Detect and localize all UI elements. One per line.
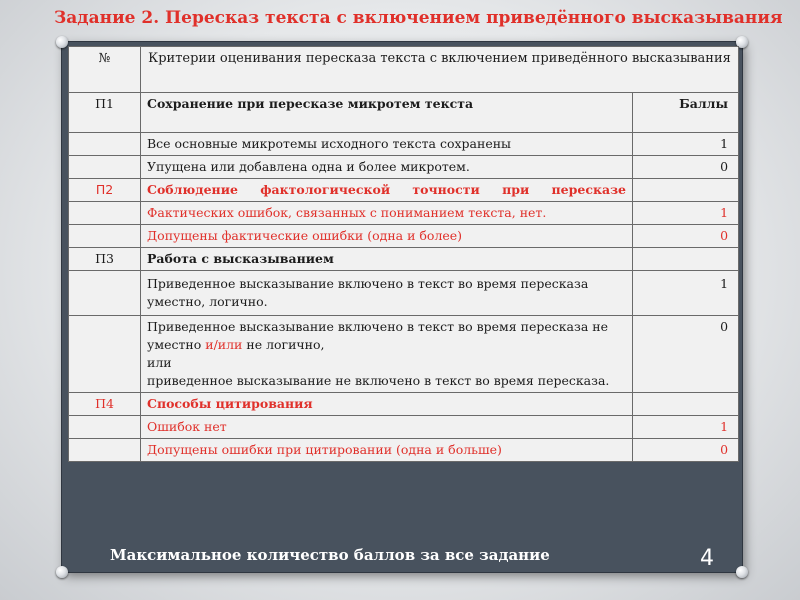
- empty-cell: [69, 156, 141, 179]
- p4-item-score: 1: [633, 416, 739, 439]
- p1-num: П1: [69, 93, 141, 133]
- p1-row: [69, 93, 739, 133]
- table-row: [69, 133, 739, 156]
- p3-item2-line1-end: не логично,: [242, 337, 325, 352]
- table-row: [69, 271, 739, 316]
- pin-bottom-left-icon: [56, 566, 68, 578]
- p4-criterion: Способы цитирования: [141, 393, 633, 416]
- empty-cell: [69, 202, 141, 225]
- table-row: [69, 156, 739, 179]
- empty-cell: [69, 316, 141, 393]
- score-column-label: Баллы: [633, 93, 739, 133]
- p2-criterion: Соблюдение фактологической точности при пересказе: [141, 179, 633, 202]
- p3-item2-line1: Приведенное высказывание включено в текст во время пересказа не уместно: [147, 319, 608, 352]
- max-score-label: Максимальное количество баллов за все задание: [110, 546, 550, 564]
- p2-num: П2: [69, 179, 141, 202]
- and-or-text: и/или: [205, 337, 243, 352]
- header-criteria: Критерии оценивания пересказа текста с включением приведённого высказывания: [141, 47, 739, 93]
- table-row: [69, 439, 739, 462]
- or-text: или: [147, 355, 172, 370]
- p3-item1-score: 1: [633, 271, 739, 316]
- p4-item-text: Ошибок нет: [141, 416, 633, 439]
- empty-cell: [69, 133, 141, 156]
- table-row: [69, 225, 739, 248]
- pin-top-left-icon: [56, 36, 68, 48]
- pin-bottom-right-icon: [736, 566, 748, 578]
- p4-num: П4: [69, 393, 141, 416]
- p3-criterion: Работа с высказыванием: [141, 248, 633, 271]
- p3-item2-text: [141, 316, 633, 393]
- p1-item-text: Все основные микротемы исходного текста сохранены: [141, 133, 633, 156]
- slide-title: Задание 2. Пересказ текста с включением приведённого высказывания: [54, 8, 783, 28]
- p1-item-score: 0: [633, 156, 739, 179]
- header-num: №: [69, 47, 141, 93]
- p3-num: П3: [69, 248, 141, 271]
- max-score-value: 4: [700, 546, 714, 571]
- p2-item-score: 1: [633, 202, 739, 225]
- table-row: [69, 316, 739, 393]
- p3-item1-text: Приведенное высказывание включено в текст во время пересказа уместно, логично.: [141, 271, 633, 316]
- p2-item-score: 0: [633, 225, 739, 248]
- p3-item2-score: 0: [633, 316, 739, 393]
- p2-item-text: Фактических ошибок, связанных с пониманием текста, нет.: [141, 202, 633, 225]
- table-row: [69, 416, 739, 439]
- empty-cell: [633, 179, 739, 202]
- empty-cell: [69, 225, 141, 248]
- table-header-row: [69, 47, 739, 93]
- table-row: [69, 202, 739, 225]
- p2-item-text: Допущены фактические ошибки (одна и более): [141, 225, 633, 248]
- p3-row: [69, 248, 739, 271]
- p4-item-score: 0: [633, 439, 739, 462]
- empty-cell: [69, 439, 141, 462]
- criteria-table: [68, 46, 739, 462]
- p2-row: [69, 179, 739, 202]
- empty-cell: [69, 271, 141, 316]
- p1-criterion: Сохранение при пересказе микротем текста: [141, 93, 633, 133]
- p4-row: [69, 393, 739, 416]
- empty-cell: [633, 248, 739, 271]
- p1-item-text: Упущена или добавлена одна и более микротем.: [141, 156, 633, 179]
- p1-item-score: 1: [633, 133, 739, 156]
- empty-cell: [633, 393, 739, 416]
- p3-item2-line2: приведенное высказывание не включено в текст во время пересказа.: [147, 373, 610, 388]
- empty-cell: [69, 416, 141, 439]
- p4-item-text: Допущены ошибки при цитировании (одна и больше): [141, 439, 633, 462]
